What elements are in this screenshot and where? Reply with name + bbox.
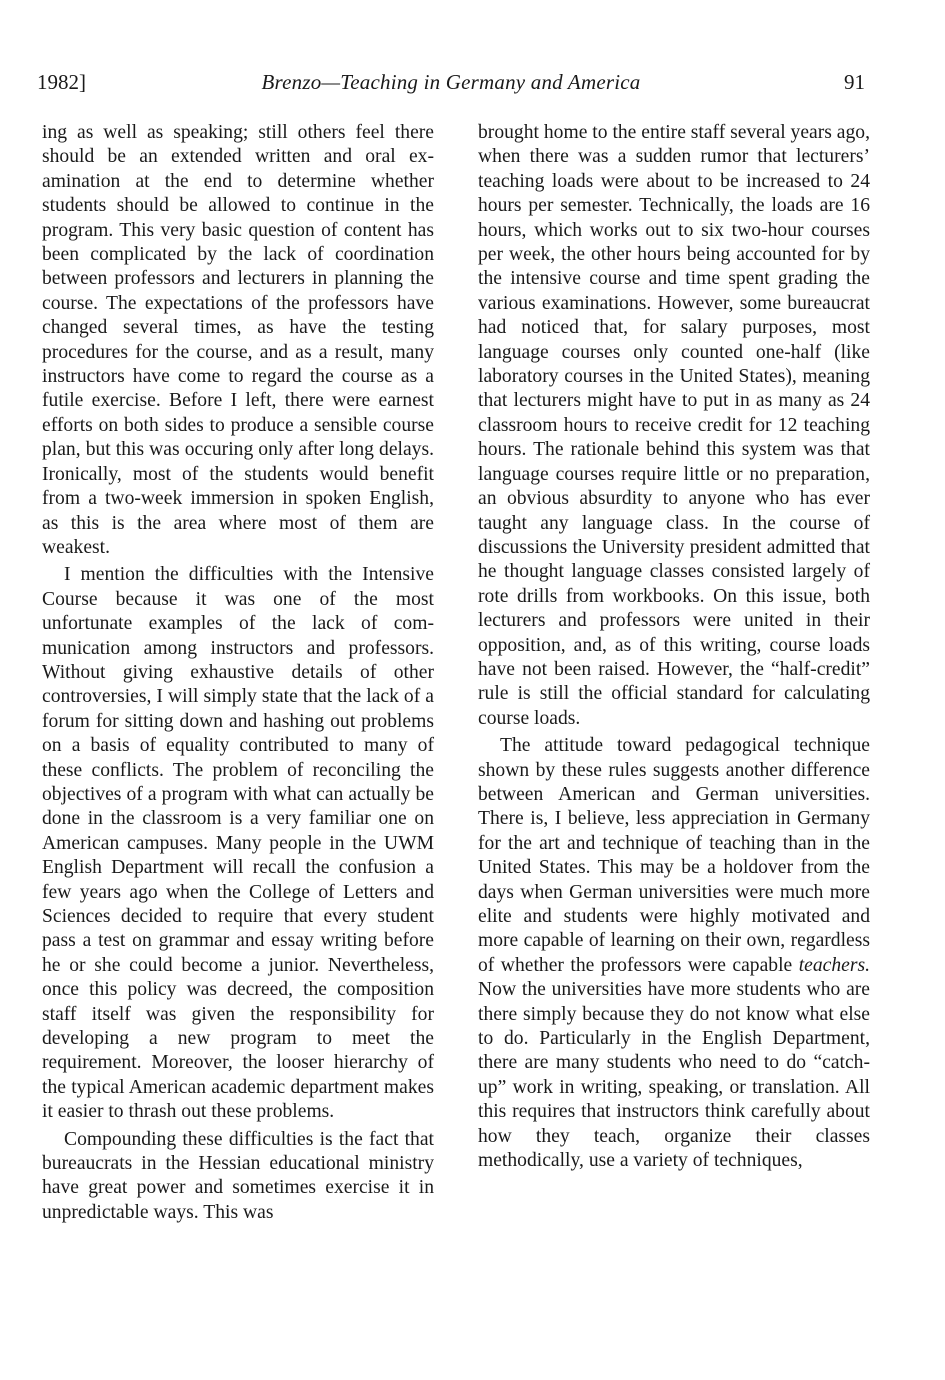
paragraph: Compounding these difficulties is the fact that bureaucrats in the Hessian educational ministry have great power and sometimes exercise it in unpredictable ways. This was	[42, 1128, 434, 1223]
paragraph	[478, 734, 870, 1173]
paragraph-text: Now the universities have more students who are there simply because they do not know what else to do. Particularly in the English Department, there are many students who need to do “catch-up” work in writing, speaking, or translation. All this requires that instructors think carefully about how they teach, organize their classes methodically, use a variety of techniques,	[478, 979, 870, 1172]
left-column	[42, 121, 434, 1225]
paragraph: ing as well as speaking; still others feel there should be an extended written and oral examination at the end to determine whether students should be allowed to continue in the program. This very basic question of content has been complicated by the lack of coordination between professors and lecturers in planning the course. The expectations of the professors have changed several times, as have the testing procedures for the course, and as a result, many instructors have come to regard the course as a futile exercise. Before I left, there were earnest efforts on both sides to produce a sensible course plan, but this was occuring only after long delays. Ironically, most of the students would benefit from a two-week immersion in spoken English, as this is the area where most of them are weakest.	[42, 122, 434, 558]
paragraph: I mention the difficulties with the Intensive Course because it was one of the most unfortunate examples of the lack of communication among instructors and professors. Without giving exhaustive details of other controversies, I will simply state that the lack of a forum for sitting down and hashing out problems on a basis of equality contributed to many of these conflicts. The problem of reconciling the objectives of a program with what can actually be done in the classroom is a very familiar one on American campuses. Many people in the UWM English Department will recall the confusion a few years ago when the College of Letters and Sciences decided to require that every student pass a test on grammar and essay writing before he or she could become a junior. Nevertheless, once this policy was decreed, the composition staff itself was given the responsibility for developing a new program to meet the requirement. Moreover, the looser hierarchy of the typical American academic department makes it easier to thrash out these problems.	[42, 564, 434, 1123]
right-column	[478, 121, 870, 1173]
running-title: Brenzo—Teaching in Germany and America	[261, 70, 641, 94]
paragraph-text: The attitude toward pedagogical technique shown by these rules suggests another difference between American and German universities. There is, I believe, less appreciation in Germany for the art and technique of teaching than in the United States. This may be a holdover from the days when German universities were much more elite and students were highly motivated and more capable of learning on their own, regardless of whether the professors were capable	[478, 735, 870, 976]
page-number: 91	[844, 70, 865, 94]
paragraph: brought home to the entire staff several years ago, when there was a sudden rumor that lecturers’ teaching loads were about to be increased to 24 hours per semester. Technically, the loads are 16 hours, which works out to six two-hour courses per week, the other hours being accounted for by the intensive course and time spent grading the various examinations. However, some bureaucrat had noticed that, for salary purposes, most language courses only counted one-half (like laboratory courses in the United States), meaning that lecturers might have to put in as many as 24 classroom hours to receive credit for 12 teaching hours. The rationale behind this system was that language courses require little or no preparation, an obvious absurdity to anyone who has ever taught any language class. In the course of discussions the University president admitted that he thought language classes consisted largely of rote drills from workbooks. On this issue, both lecturers and professors were united in their opposition, and, as of this writing, course loads have not been raised. However, the “half-credit” rule is still the official standard for calculating course loads.	[478, 122, 870, 729]
running-header	[37, 70, 865, 100]
journal-year: 1982]	[37, 70, 86, 94]
emphasis-teachers: teachers.	[798, 954, 870, 976]
